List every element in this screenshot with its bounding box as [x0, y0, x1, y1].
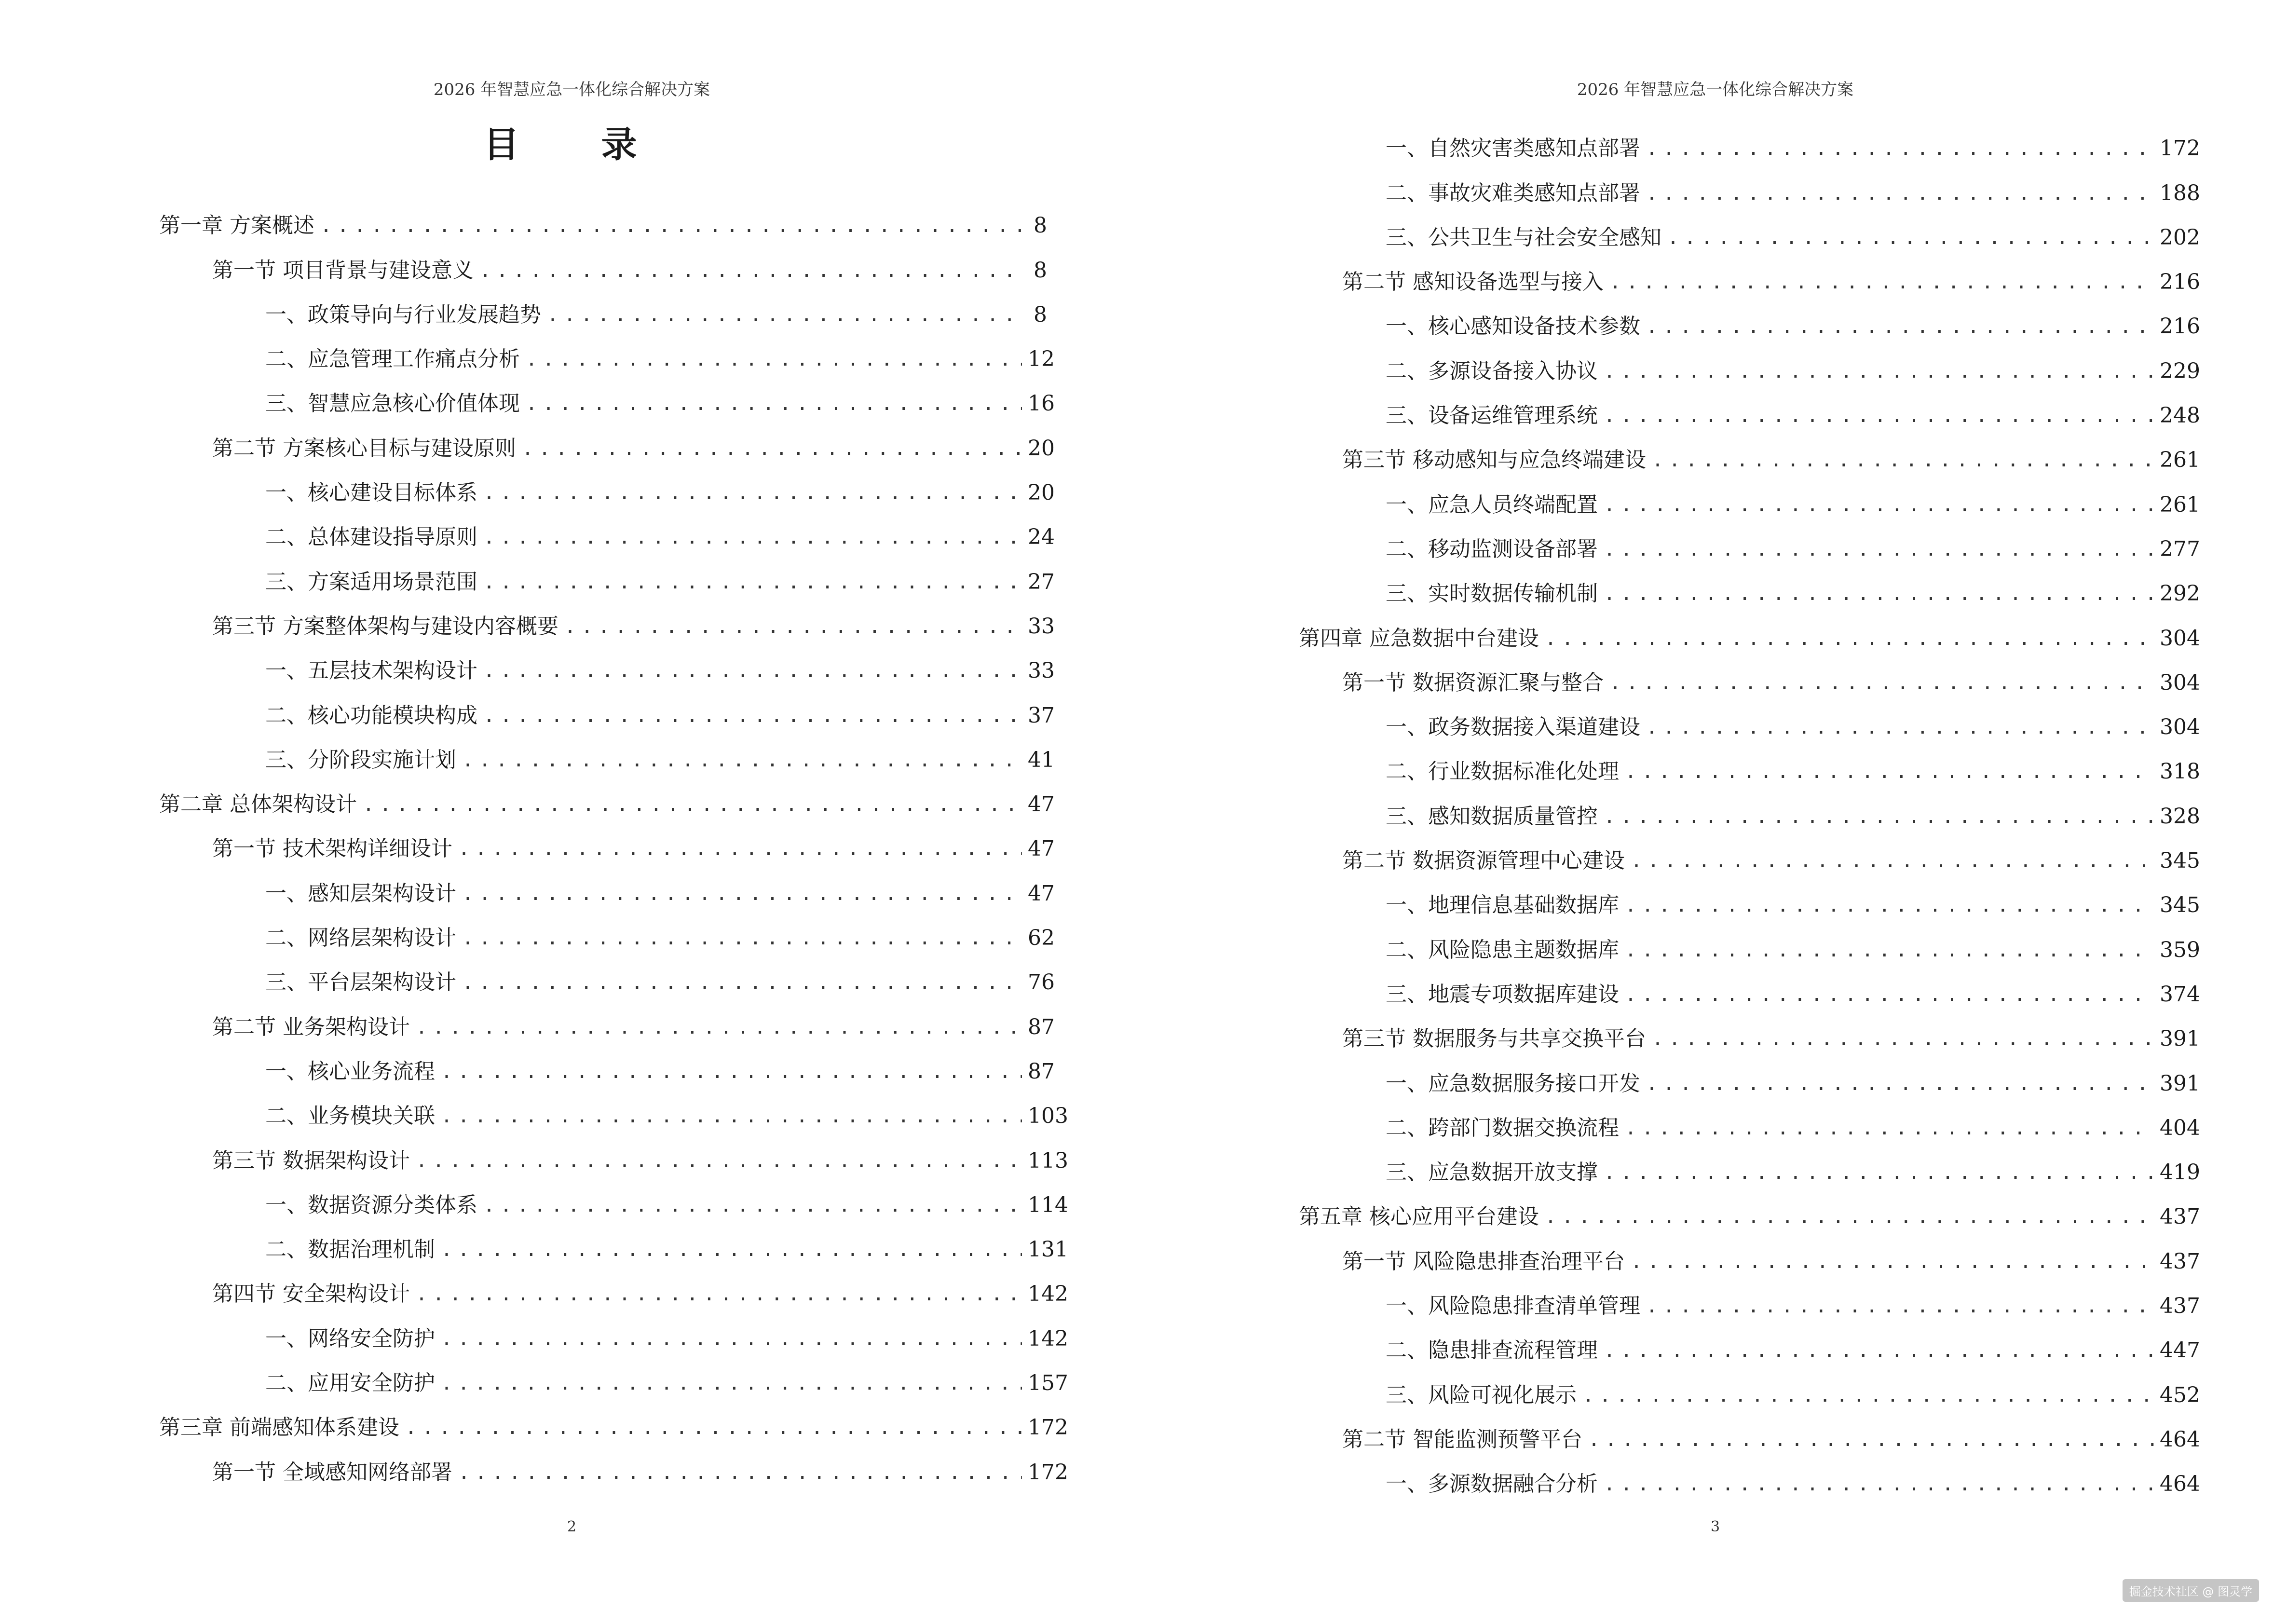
toc-entry[interactable]	[1299, 1230, 2200, 1275]
toc-entry-label: 第一节 风险隐患排查治理平台	[1342, 1249, 1625, 1274]
toc-entry-label: 三、平台层架构设计	[265, 970, 456, 995]
toc-entry-label: 第五章 核心应用平台建设	[1299, 1204, 1539, 1229]
toc-entry-label: 二、行业数据标准化处理	[1386, 759, 1619, 784]
dot-leader	[441, 1103, 1022, 1130]
dot-leader	[547, 301, 1022, 328]
toc-entry-page: 142	[1028, 1282, 1068, 1307]
dot-leader	[462, 969, 1022, 996]
dot-leader	[363, 791, 1022, 818]
toc-entry-page: 292	[2160, 581, 2200, 606]
toc-entry-label: 第二节 智能监测预警平台	[1342, 1427, 1582, 1452]
toc-entry-label: 一、风险隐患排查清单管理	[1386, 1294, 1640, 1319]
dot-leader	[1625, 892, 2154, 919]
toc-list-right	[1299, 118, 2200, 1498]
dot-leader	[441, 1325, 1022, 1352]
toc-entry-label: 三、地震专项数据库建设	[1386, 982, 1619, 1007]
toc-entry-page: 27	[1028, 569, 1055, 594]
toc-entry-label: 二、数据治理机制	[265, 1237, 435, 1262]
toc-entry[interactable]	[159, 239, 1047, 284]
toc-entry-page: 216	[2160, 314, 2200, 339]
toc-entry[interactable]	[1299, 1364, 2200, 1408]
dot-leader	[522, 435, 1022, 462]
page-number: 3	[1710, 1518, 1720, 1535]
toc-entry-page: 437	[2160, 1249, 2200, 1274]
toc-entry[interactable]	[159, 506, 1055, 551]
toc-entry-page: 87	[1028, 1014, 1055, 1039]
toc-entry[interactable]	[1299, 519, 2200, 563]
dot-leader	[479, 257, 1022, 284]
toc-entry-label: 一、应急人员终端配置	[1386, 492, 1598, 517]
toc-entry-label: 第二节 方案核心目标与建设原则	[212, 436, 516, 461]
toc-list-left	[159, 195, 1068, 1486]
toc-entry-page: 304	[2160, 626, 2200, 651]
toc-entry-page: 248	[2160, 403, 2200, 428]
toc-entry-label: 一、应急数据服务接口开发	[1386, 1071, 1640, 1096]
toc-entry-page: 328	[2160, 804, 2200, 829]
toc-entry[interactable]	[159, 996, 1055, 1040]
toc-entry-page: 8	[1034, 302, 1047, 327]
toc-entry-page: 202	[2160, 225, 2200, 250]
toc-entry[interactable]	[159, 862, 1055, 907]
toc-entry[interactable]	[159, 684, 1055, 729]
toc-entry-page: 20	[1028, 480, 1055, 505]
toc-entry-page: 8	[1034, 258, 1047, 283]
dot-leader	[526, 346, 1022, 373]
dot-leader	[1604, 358, 2154, 385]
toc-entry-page: 304	[2160, 670, 2200, 695]
dot-leader	[458, 1459, 1022, 1486]
toc-entry[interactable]	[1299, 964, 2200, 1008]
toc-entry-page: 345	[2160, 848, 2200, 873]
dot-leader	[483, 1192, 1022, 1219]
toc-entry-page: 157	[1028, 1371, 1068, 1396]
dot-leader	[405, 1414, 1022, 1441]
toc-entry[interactable]	[1299, 1186, 2200, 1230]
toc-entry[interactable]	[1299, 1275, 2200, 1320]
toc-title: 目 录	[483, 124, 660, 165]
toc-entry-label: 一、政策导向与行业发展趋势	[265, 302, 541, 327]
toc-entry[interactable]	[1299, 1453, 2200, 1498]
toc-entry-label: 一、多源数据融合分析	[1386, 1472, 1598, 1497]
toc-entry-page: 318	[2160, 759, 2200, 784]
toc-entry-label: 二、风险隐患主题数据库	[1386, 937, 1619, 962]
toc-entry-page: 87	[1028, 1059, 1055, 1084]
dot-leader	[1609, 269, 2154, 296]
dot-leader	[1646, 714, 2154, 741]
toc-entry-label: 第一节 项目背景与建设意义	[212, 258, 474, 283]
toc-entry[interactable]	[1299, 340, 2200, 384]
dot-leader	[1667, 224, 2154, 251]
toc-entry-page: 419	[2160, 1160, 2200, 1185]
dot-leader	[526, 390, 1022, 417]
toc-entry-page: 114	[1028, 1192, 1068, 1217]
dot-leader	[483, 524, 1022, 551]
dot-leader	[1652, 1025, 2154, 1052]
toc-entry-page: 304	[2160, 715, 2200, 740]
toc-entry-page: 391	[2160, 1071, 2200, 1096]
toc-entry-label: 二、应急管理工作痛点分析	[265, 347, 520, 372]
toc-entry-label: 第一节 技术架构详细设计	[212, 836, 452, 861]
toc-entry[interactable]	[159, 1397, 1068, 1441]
toc-entry-label: 三、智慧应急核心价值体现	[265, 391, 520, 416]
toc-entry-label: 三、应急数据开放支撑	[1386, 1160, 1598, 1185]
toc-entry-page: 8	[1034, 213, 1047, 238]
toc-entry-label: 一、核心感知设备技术参数	[1386, 314, 1640, 339]
dot-leader	[462, 747, 1022, 774]
page-number: 2	[567, 1518, 577, 1535]
toc-entry[interactable]	[1299, 1052, 2200, 1097]
toc-entry-label: 第三节 数据服务与共享交换平台	[1342, 1026, 1646, 1051]
dot-leader	[1646, 1070, 2154, 1097]
watermark: 掘金技术社区 @ 图灵学	[2123, 1579, 2259, 1602]
toc-entry[interactable]	[1299, 563, 2200, 607]
dot-leader	[1625, 1115, 2154, 1142]
toc-entry[interactable]	[1299, 118, 2200, 162]
dot-leader	[1631, 1248, 2154, 1275]
dot-leader	[441, 1058, 1022, 1085]
dot-leader	[483, 657, 1022, 684]
dot-leader	[1631, 847, 2154, 874]
toc-entry-label: 二、核心功能模块构成	[265, 703, 477, 728]
toc-entry[interactable]	[1299, 741, 2200, 785]
toc-entry[interactable]	[1299, 162, 2200, 206]
toc-entry-page: 261	[2160, 492, 2200, 517]
right-page	[1144, 0, 2287, 1624]
toc-entry-page: 437	[2160, 1204, 2200, 1229]
toc-entry-label: 三、公共卫生与社会安全感知	[1386, 225, 1661, 250]
toc-entry-page: 172	[1028, 1415, 1068, 1440]
toc-entry-label: 一、网络安全防护	[265, 1326, 435, 1351]
dot-leader	[441, 1236, 1022, 1263]
toc-entry[interactable]	[1299, 1008, 2200, 1052]
toc-entry[interactable]	[159, 1308, 1068, 1352]
toc-entry-label: 第二节 数据资源管理中心建设	[1342, 848, 1625, 873]
toc-entry-label: 三、设备运维管理系统	[1386, 403, 1598, 428]
dot-leader	[458, 835, 1022, 862]
dot-leader	[564, 613, 1022, 640]
toc-entry[interactable]	[159, 328, 1055, 373]
toc-entry-label: 第三章 前端感知体系建设	[159, 1415, 399, 1440]
toc-entry[interactable]	[159, 952, 1055, 996]
toc-entry-page: 37	[1028, 703, 1055, 728]
toc-entry-label: 一、五层技术架构设计	[265, 658, 477, 683]
toc-entry[interactable]	[159, 774, 1055, 818]
dot-leader	[1604, 1159, 2154, 1186]
dot-leader	[462, 925, 1022, 952]
toc-entry-page: 47	[1028, 881, 1055, 906]
toc-entry-page: 172	[1028, 1460, 1068, 1485]
dot-leader	[483, 702, 1022, 729]
toc-entry-page: 261	[2160, 448, 2200, 473]
dot-leader	[483, 479, 1022, 506]
toc-entry[interactable]	[159, 373, 1055, 417]
toc-entry[interactable]	[159, 1041, 1055, 1085]
toc-entry-label: 二、事故灾难类感知点部署	[1386, 180, 1640, 205]
running-header: 2026 年智慧应急一体化综合解决方案	[1577, 80, 1854, 99]
toc-entry-page: 447	[2160, 1338, 2200, 1363]
toc-entry[interactable]	[1299, 1097, 2200, 1142]
toc-entry-page: 24	[1028, 525, 1055, 550]
toc-entry-label: 第四章 应急数据中台建设	[1299, 626, 1539, 651]
toc-entry-page: 131	[1028, 1237, 1068, 1262]
toc-entry[interactable]	[1299, 652, 2200, 696]
toc-entry-page: 62	[1028, 926, 1055, 951]
toc-entry-label: 第四节 安全架构设计	[212, 1282, 410, 1307]
toc-entry-page: 47	[1028, 836, 1055, 861]
dot-leader	[1625, 937, 2154, 964]
dot-leader	[1604, 1337, 2154, 1364]
toc-entry-page: 103	[1028, 1104, 1068, 1129]
dot-leader	[1652, 447, 2154, 474]
toc-entry-page: 464	[2160, 1427, 2200, 1452]
toc-entry[interactable]	[159, 1219, 1068, 1263]
toc-entry-label: 第二节 业务架构设计	[212, 1014, 410, 1039]
dot-leader	[1588, 1426, 2154, 1453]
toc-entry[interactable]	[159, 729, 1055, 774]
toc-entry-page: 20	[1028, 436, 1055, 461]
toc-entry-label: 二、多源设备接入协议	[1386, 358, 1598, 383]
toc-entry[interactable]	[159, 1263, 1068, 1308]
toc-entry-page: 76	[1028, 970, 1055, 995]
toc-entry-page: 33	[1028, 658, 1055, 683]
toc-entry-label: 一、地理信息基础数据库	[1386, 893, 1619, 918]
toc-entry[interactable]	[159, 1352, 1068, 1397]
dot-leader	[1646, 313, 2154, 340]
toc-entry-label: 三、方案适用场景范围	[265, 569, 477, 594]
dot-leader	[416, 1281, 1022, 1308]
toc-entry-label: 二、业务模块关联	[265, 1104, 435, 1129]
toc-entry[interactable]	[1299, 785, 2200, 830]
toc-entry-page: 229	[2160, 358, 2200, 383]
toc-entry-label: 第三节 移动感知与应急终端建设	[1342, 448, 1646, 473]
toc-entry-label: 二、应用安全防护	[265, 1371, 435, 1396]
toc-entry-label: 第三节 方案整体架构与建设内容概要	[212, 614, 558, 639]
toc-entry-label: 一、核心建设目标体系	[265, 480, 477, 505]
dot-leader	[1604, 491, 2154, 519]
toc-entry-page: 464	[2160, 1472, 2200, 1497]
toc-entry-page: 374	[2160, 982, 2200, 1007]
dot-leader	[416, 1014, 1022, 1041]
toc-entry[interactable]	[1299, 919, 2200, 963]
toc-entry-page: 16	[1028, 391, 1055, 416]
toc-entry[interactable]	[1299, 429, 2200, 474]
toc-entry[interactable]	[1299, 1320, 2200, 1364]
toc-entry-page: 47	[1028, 792, 1055, 817]
toc-entry[interactable]	[159, 907, 1055, 952]
dot-leader	[1625, 758, 2154, 785]
toc-entry-page: 391	[2160, 1026, 2200, 1051]
toc-entry-label: 三、分阶段实施计划	[265, 747, 456, 772]
toc-entry-label: 二、总体建设指导原则	[265, 525, 477, 550]
toc-entry-page: 359	[2160, 937, 2200, 962]
dot-leader	[1646, 1293, 2154, 1320]
toc-entry[interactable]	[159, 284, 1047, 328]
dot-leader	[1545, 1203, 2154, 1230]
toc-entry-label: 第三节 数据架构设计	[212, 1148, 410, 1173]
toc-entry[interactable]	[159, 1174, 1068, 1219]
running-header: 2026 年智慧应急一体化综合解决方案	[433, 80, 710, 99]
toc-entry-label: 三、感知数据质量管控	[1386, 804, 1598, 829]
toc-entry-page: 452	[2160, 1382, 2200, 1407]
toc-entry-label: 二、跨部门数据交换流程	[1386, 1115, 1619, 1140]
toc-entry[interactable]	[159, 551, 1055, 595]
toc-entry[interactable]	[1299, 296, 2200, 340]
toc-entry[interactable]	[1299, 830, 2200, 874]
toc-entry-label: 一、感知层架构设计	[265, 881, 456, 906]
dot-leader	[1646, 135, 2154, 162]
toc-entry-label: 一、自然灾害类感知点部署	[1386, 136, 1640, 161]
toc-entry[interactable]	[159, 195, 1047, 239]
dot-leader	[1646, 180, 2154, 207]
toc-entry-page: 113	[1028, 1148, 1068, 1173]
toc-entry-page: 437	[2160, 1294, 2200, 1319]
toc-entry[interactable]	[159, 417, 1055, 462]
toc-entry-page: 404	[2160, 1115, 2200, 1140]
toc-entry-label: 一、数据资源分类体系	[265, 1192, 477, 1217]
toc-entry[interactable]	[159, 1130, 1068, 1174]
toc-entry-page: 345	[2160, 893, 2200, 918]
toc-entry-page: 172	[2160, 136, 2200, 161]
dot-leader	[1604, 536, 2154, 563]
toc-entry[interactable]	[159, 1441, 1068, 1486]
dot-leader	[462, 880, 1022, 907]
toc-entry-page: 33	[1028, 614, 1055, 639]
dot-leader	[1604, 580, 2154, 607]
toc-entry-label: 一、政务数据接入渠道建设	[1386, 715, 1640, 740]
dot-leader	[441, 1370, 1022, 1397]
toc-entry[interactable]	[1299, 251, 2200, 296]
dot-leader	[483, 569, 1022, 596]
dot-leader	[1609, 669, 2154, 696]
toc-entry-label: 第一章 方案概述	[159, 213, 314, 238]
dot-leader	[1604, 402, 2154, 429]
toc-entry[interactable]	[1299, 1142, 2200, 1186]
toc-entry-page: 216	[2160, 270, 2200, 295]
dot-leader	[1582, 1382, 2154, 1409]
toc-entry-page: 142	[1028, 1326, 1068, 1351]
toc-entry-label: 二、网络层架构设计	[265, 926, 456, 951]
toc-entry[interactable]	[159, 640, 1055, 684]
toc-entry[interactable]	[1299, 385, 2200, 429]
toc-entry-label: 二、移动监测设备部署	[1386, 536, 1598, 561]
toc-entry-page: 41	[1028, 747, 1055, 772]
toc-entry-page: 188	[2160, 180, 2200, 205]
dot-leader	[320, 212, 1022, 239]
toc-entry[interactable]	[159, 596, 1055, 640]
toc-entry-label: 二、隐患排查流程管理	[1386, 1338, 1598, 1363]
toc-entry-label: 第二节 感知设备选型与接入	[1342, 270, 1604, 295]
toc-entry-label: 三、风险可视化展示	[1386, 1382, 1577, 1407]
toc-entry-page: 12	[1028, 347, 1055, 372]
toc-entry-label: 第一节 全域感知网络部署	[212, 1460, 452, 1485]
toc-entry[interactable]	[1299, 874, 2200, 919]
toc-entry[interactable]	[159, 462, 1055, 506]
toc-entry-label: 第二章 总体架构设计	[159, 792, 357, 817]
toc-entry-label: 三、实时数据传输机制	[1386, 581, 1598, 606]
dot-leader	[1604, 803, 2154, 830]
toc-entry[interactable]	[1299, 474, 2200, 518]
toc-entry[interactable]	[159, 818, 1055, 862]
dot-leader	[1625, 981, 2154, 1008]
toc-entry[interactable]	[1299, 607, 2200, 652]
toc-entry[interactable]	[1299, 1409, 2200, 1453]
dot-leader	[1545, 625, 2154, 652]
toc-entry[interactable]	[1299, 696, 2200, 741]
toc-entry[interactable]	[1299, 207, 2200, 251]
toc-entry[interactable]	[159, 1085, 1068, 1130]
toc-entry-label: 第一节 数据资源汇聚与整合	[1342, 670, 1604, 695]
dot-leader	[416, 1147, 1022, 1174]
dot-leader	[1604, 1471, 2154, 1498]
toc-entry-page: 277	[2160, 536, 2200, 561]
toc-entry-label: 一、核心业务流程	[265, 1059, 435, 1084]
